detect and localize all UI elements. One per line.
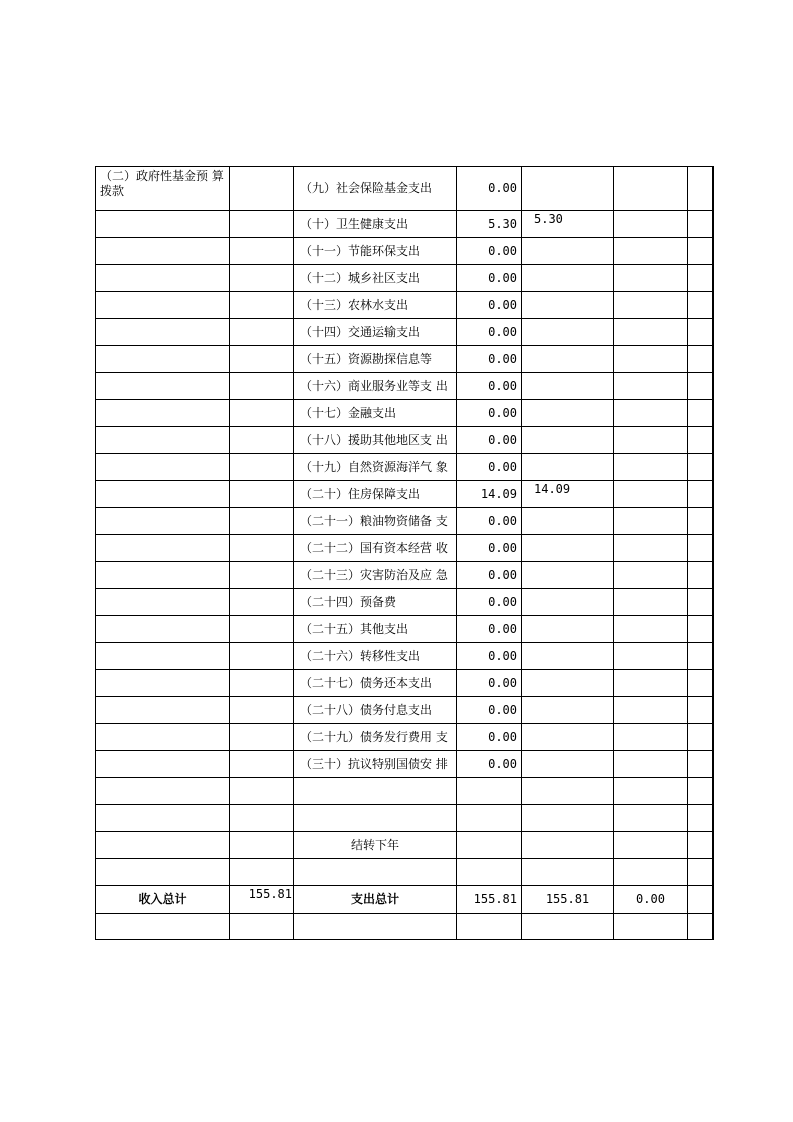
empty-cell bbox=[688, 724, 713, 751]
expense-total-cell: 5.30 bbox=[457, 211, 522, 238]
empty-cell bbox=[294, 778, 457, 805]
table-row bbox=[96, 508, 713, 535]
expense-col-d-cell bbox=[522, 670, 614, 697]
expense-col-d-cell bbox=[522, 167, 614, 211]
expense-total-cell: 0.00 bbox=[457, 751, 522, 778]
table-row bbox=[96, 346, 713, 373]
table-row bbox=[96, 670, 713, 697]
expense-col-d-cell bbox=[522, 454, 614, 481]
empty-cell bbox=[688, 211, 713, 238]
empty-cell bbox=[688, 292, 713, 319]
expense-name-cell: （十一）节能环保支出 bbox=[294, 238, 457, 265]
empty-cell bbox=[688, 535, 713, 562]
expense-col-d-cell bbox=[522, 724, 614, 751]
expense-total-amount: 155.81 bbox=[457, 886, 522, 914]
empty-cell bbox=[230, 211, 294, 238]
empty-cell bbox=[688, 481, 713, 508]
expense-col-d-cell bbox=[522, 643, 614, 670]
expense-name-cell: （二十二）国有资本经营 收 bbox=[294, 535, 457, 562]
empty-cell bbox=[96, 211, 230, 238]
income-total-label: 收入总计 bbox=[96, 886, 230, 914]
empty-cell bbox=[614, 697, 688, 724]
empty-cell bbox=[230, 454, 294, 481]
expense-col-d-cell bbox=[522, 751, 614, 778]
empty-cell bbox=[614, 211, 688, 238]
table-row bbox=[96, 914, 713, 940]
empty-cell bbox=[230, 589, 294, 616]
expense-total-cell: 0.00 bbox=[457, 670, 522, 697]
empty-cell bbox=[230, 481, 294, 508]
table-row bbox=[96, 697, 713, 724]
expense-col-e-total: 0.00 bbox=[614, 886, 688, 914]
empty-cell bbox=[688, 589, 713, 616]
empty-cell bbox=[230, 670, 294, 697]
expense-col-d-cell bbox=[522, 589, 614, 616]
empty-cell bbox=[614, 805, 688, 832]
empty-cell bbox=[96, 670, 230, 697]
expense-col-d-cell bbox=[522, 616, 614, 643]
table-row bbox=[96, 481, 713, 508]
expense-name-cell: （十六）商业服务业等支 出 bbox=[294, 373, 457, 400]
expense-total-cell: 0.00 bbox=[457, 562, 522, 589]
table-row bbox=[96, 589, 713, 616]
empty-cell bbox=[96, 724, 230, 751]
income-label-cell: （二）政府性基金预 算拨款 bbox=[96, 167, 230, 211]
empty-cell bbox=[614, 616, 688, 643]
expense-name-cell: （二十三）灾害防治及应 急 bbox=[294, 562, 457, 589]
table-row bbox=[96, 832, 713, 859]
expense-name-cell: （十）卫生健康支出 bbox=[294, 211, 457, 238]
empty-cell bbox=[96, 454, 230, 481]
empty-cell bbox=[522, 832, 614, 859]
empty-cell bbox=[614, 778, 688, 805]
expense-total-cell: 0.00 bbox=[457, 697, 522, 724]
empty-cell bbox=[457, 859, 522, 886]
empty-cell bbox=[96, 238, 230, 265]
expense-col-d-cell bbox=[522, 535, 614, 562]
expense-col-d-cell bbox=[522, 562, 614, 589]
empty-cell bbox=[96, 400, 230, 427]
empty-cell bbox=[688, 238, 713, 265]
expense-total-cell: 0.00 bbox=[457, 400, 522, 427]
expense-name-cell: （二十一）粮油物资储备 支 bbox=[294, 508, 457, 535]
expense-col-d-cell bbox=[522, 319, 614, 346]
table-row bbox=[96, 373, 713, 400]
expense-col-d-cell bbox=[522, 400, 614, 427]
empty-cell bbox=[96, 859, 230, 886]
expense-total-cell: 0.00 bbox=[457, 265, 522, 292]
empty-cell bbox=[96, 265, 230, 292]
expense-total-cell: 0.00 bbox=[457, 589, 522, 616]
expense-col-d-total: 155.81 bbox=[522, 886, 614, 914]
empty-cell bbox=[614, 643, 688, 670]
expense-name-cell: （二十四）预备费 bbox=[294, 589, 457, 616]
budget-table bbox=[95, 166, 714, 940]
table-row bbox=[96, 778, 713, 805]
empty-cell bbox=[614, 832, 688, 859]
expense-col-d-cell: 5.30 bbox=[522, 211, 614, 238]
empty-cell bbox=[688, 508, 713, 535]
empty-cell bbox=[688, 643, 713, 670]
empty-cell bbox=[688, 859, 713, 886]
empty-cell bbox=[614, 292, 688, 319]
expense-col-d-cell bbox=[522, 508, 614, 535]
empty-cell bbox=[230, 319, 294, 346]
expense-name-cell: （十五）资源勘探信息等 bbox=[294, 346, 457, 373]
empty-cell bbox=[614, 914, 688, 940]
empty-cell bbox=[96, 697, 230, 724]
empty-cell bbox=[230, 427, 294, 454]
expense-total-cell: 0.00 bbox=[457, 346, 522, 373]
table-row bbox=[96, 535, 713, 562]
empty-cell bbox=[294, 859, 457, 886]
expense-total-cell: 0.00 bbox=[457, 292, 522, 319]
empty-cell bbox=[457, 832, 522, 859]
empty-cell bbox=[688, 616, 713, 643]
table-row bbox=[96, 454, 713, 481]
empty-cell bbox=[96, 805, 230, 832]
empty-cell bbox=[688, 346, 713, 373]
expense-total-cell: 0.00 bbox=[457, 454, 522, 481]
empty-cell bbox=[96, 373, 230, 400]
empty-cell bbox=[688, 886, 713, 914]
expense-name-cell: （十三）农林水支出 bbox=[294, 292, 457, 319]
empty-cell bbox=[688, 427, 713, 454]
empty-cell bbox=[230, 832, 294, 859]
empty-cell bbox=[230, 535, 294, 562]
empty-cell bbox=[457, 914, 522, 940]
empty-cell bbox=[688, 751, 713, 778]
table-row bbox=[96, 292, 713, 319]
empty-cell bbox=[96, 562, 230, 589]
income-total-amount: 155.81 bbox=[230, 886, 294, 914]
expense-name-cell: （二十六）转移性支出 bbox=[294, 643, 457, 670]
expense-total-cell: 0.00 bbox=[457, 167, 522, 211]
empty-cell bbox=[96, 346, 230, 373]
empty-cell bbox=[522, 859, 614, 886]
empty-cell bbox=[522, 778, 614, 805]
table-row bbox=[96, 238, 713, 265]
empty-cell bbox=[230, 859, 294, 886]
expense-col-d-cell bbox=[522, 292, 614, 319]
empty-cell bbox=[96, 643, 230, 670]
empty-cell bbox=[688, 265, 713, 292]
empty-cell bbox=[230, 724, 294, 751]
empty-cell bbox=[614, 481, 688, 508]
empty-cell bbox=[230, 265, 294, 292]
empty-cell bbox=[230, 562, 294, 589]
expense-col-d-cell bbox=[522, 427, 614, 454]
expense-name-cell: （十四）交通运输支出 bbox=[294, 319, 457, 346]
empty-cell bbox=[688, 778, 713, 805]
totals-row bbox=[96, 886, 713, 914]
carry-forward-label: 结转下年 bbox=[294, 832, 457, 859]
expense-total-cell: 0.00 bbox=[457, 319, 522, 346]
empty-cell bbox=[96, 319, 230, 346]
empty-cell bbox=[614, 400, 688, 427]
empty-cell bbox=[614, 319, 688, 346]
table-row bbox=[96, 400, 713, 427]
empty-cell bbox=[614, 238, 688, 265]
table-row bbox=[96, 724, 713, 751]
empty-cell bbox=[96, 616, 230, 643]
table-row bbox=[96, 751, 713, 778]
empty-cell bbox=[96, 481, 230, 508]
expense-name-cell: （九）社会保险基金支出 bbox=[294, 167, 457, 211]
empty-cell bbox=[614, 751, 688, 778]
empty-cell bbox=[230, 778, 294, 805]
empty-cell bbox=[96, 292, 230, 319]
empty-cell bbox=[688, 670, 713, 697]
income-amount-cell bbox=[230, 167, 294, 211]
empty-cell bbox=[688, 319, 713, 346]
table-row bbox=[96, 167, 713, 211]
empty-cell bbox=[230, 400, 294, 427]
expense-col-d-cell bbox=[522, 697, 614, 724]
empty-cell bbox=[522, 805, 614, 832]
table-row bbox=[96, 427, 713, 454]
table-row bbox=[96, 265, 713, 292]
expense-name-cell: （二十八）债务付息支出 bbox=[294, 697, 457, 724]
table-row bbox=[96, 319, 713, 346]
expense-total-cell: 0.00 bbox=[457, 373, 522, 400]
empty-cell bbox=[688, 167, 713, 211]
empty-cell bbox=[96, 751, 230, 778]
empty-cell bbox=[96, 914, 230, 940]
empty-cell bbox=[614, 265, 688, 292]
empty-cell bbox=[614, 670, 688, 697]
expense-name-cell: （二十九）债务发行费用 支 bbox=[294, 724, 457, 751]
expense-col-d-cell bbox=[522, 346, 614, 373]
empty-cell bbox=[614, 373, 688, 400]
empty-cell bbox=[96, 508, 230, 535]
empty-cell bbox=[230, 346, 294, 373]
empty-cell bbox=[614, 859, 688, 886]
empty-cell bbox=[96, 535, 230, 562]
empty-cell bbox=[688, 562, 713, 589]
table-row bbox=[96, 562, 713, 589]
empty-cell bbox=[294, 805, 457, 832]
empty-cell bbox=[614, 562, 688, 589]
empty-cell bbox=[230, 616, 294, 643]
expense-total-cell: 0.00 bbox=[457, 238, 522, 265]
empty-cell bbox=[230, 373, 294, 400]
empty-cell bbox=[96, 778, 230, 805]
expense-col-e-cell bbox=[614, 167, 688, 211]
empty-cell bbox=[614, 508, 688, 535]
expense-total-cell: 14.09 bbox=[457, 481, 522, 508]
expense-total-cell: 0.00 bbox=[457, 427, 522, 454]
empty-cell bbox=[614, 589, 688, 616]
empty-cell bbox=[688, 805, 713, 832]
expense-col-d-cell bbox=[522, 373, 614, 400]
empty-cell bbox=[614, 724, 688, 751]
table-row bbox=[96, 859, 713, 886]
empty-cell bbox=[522, 914, 614, 940]
expense-col-d-cell bbox=[522, 265, 614, 292]
expense-total-cell: 0.00 bbox=[457, 724, 522, 751]
empty-cell bbox=[96, 427, 230, 454]
expense-name-cell: （十七）金融支出 bbox=[294, 400, 457, 427]
empty-cell bbox=[294, 914, 457, 940]
empty-cell bbox=[230, 238, 294, 265]
empty-cell bbox=[230, 751, 294, 778]
expense-total-cell: 0.00 bbox=[457, 616, 522, 643]
expense-name-cell: （十二）城乡社区支出 bbox=[294, 265, 457, 292]
empty-cell bbox=[457, 805, 522, 832]
expense-name-cell: （十八）援助其他地区支 出 bbox=[294, 427, 457, 454]
empty-cell bbox=[614, 454, 688, 481]
empty-cell bbox=[688, 832, 713, 859]
empty-cell bbox=[688, 373, 713, 400]
empty-cell bbox=[457, 778, 522, 805]
expense-name-cell: （二十七）债务还本支出 bbox=[294, 670, 457, 697]
empty-cell bbox=[230, 805, 294, 832]
expense-name-cell: （二十五）其他支出 bbox=[294, 616, 457, 643]
expense-name-cell: （十九）自然资源海洋气 象 bbox=[294, 454, 457, 481]
empty-cell bbox=[614, 535, 688, 562]
table-row bbox=[96, 211, 713, 238]
empty-cell bbox=[688, 914, 713, 940]
empty-cell bbox=[230, 292, 294, 319]
empty-cell bbox=[688, 454, 713, 481]
empty-cell bbox=[614, 427, 688, 454]
empty-cell bbox=[230, 914, 294, 940]
empty-cell bbox=[688, 400, 713, 427]
empty-cell bbox=[96, 832, 230, 859]
empty-cell bbox=[688, 697, 713, 724]
expense-name-cell: （三十）抗议特别国债安 排 bbox=[294, 751, 457, 778]
expense-col-d-cell: 14.09 bbox=[522, 481, 614, 508]
empty-cell bbox=[230, 697, 294, 724]
empty-cell bbox=[96, 589, 230, 616]
expense-total-label: 支出总计 bbox=[294, 886, 457, 914]
expense-col-d-cell bbox=[522, 238, 614, 265]
empty-cell bbox=[230, 643, 294, 670]
empty-cell bbox=[230, 508, 294, 535]
expense-total-cell: 0.00 bbox=[457, 535, 522, 562]
table-row bbox=[96, 616, 713, 643]
table-row bbox=[96, 643, 713, 670]
empty-cell bbox=[614, 346, 688, 373]
expense-name-cell: （二十）住房保障支出 bbox=[294, 481, 457, 508]
expense-total-cell: 0.00 bbox=[457, 643, 522, 670]
expense-total-cell: 0.00 bbox=[457, 508, 522, 535]
table-row bbox=[96, 805, 713, 832]
